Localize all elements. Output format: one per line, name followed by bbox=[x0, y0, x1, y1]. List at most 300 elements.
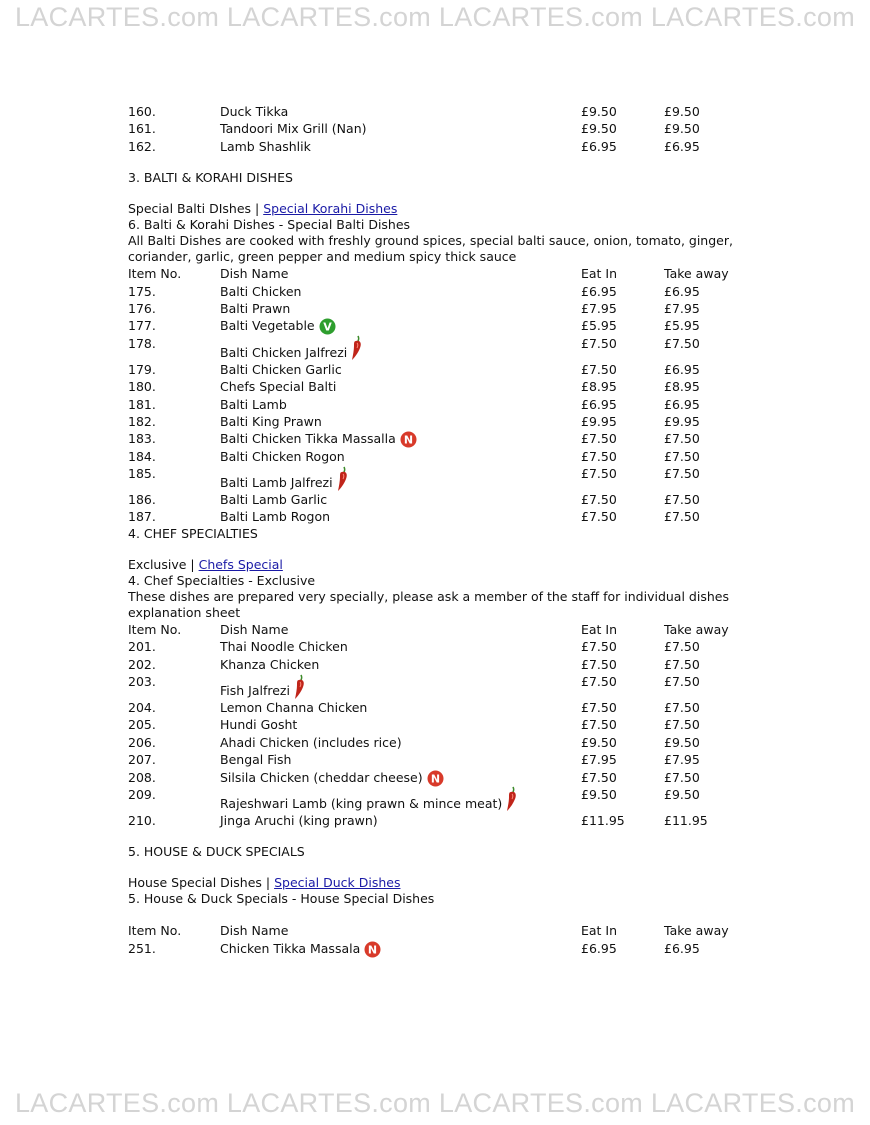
menu-item-row bbox=[128, 786, 738, 812]
take-away-price bbox=[664, 673, 700, 690]
dish-name bbox=[220, 413, 322, 430]
dish-name bbox=[220, 638, 348, 655]
take-away-price bbox=[664, 317, 700, 334]
top-items-list bbox=[128, 103, 738, 155]
dish-name-text: Khanza Chicken bbox=[220, 656, 320, 672]
take-away-price bbox=[664, 300, 700, 317]
take-away-price-text: £7.50 bbox=[664, 466, 700, 482]
item-number-text: 209. bbox=[128, 786, 156, 802]
eat-in-price-text: £7.50 bbox=[581, 335, 617, 351]
item-number-text: 206. bbox=[128, 734, 156, 750]
take-away-price-text: £9.50 bbox=[664, 734, 700, 750]
take-away-price bbox=[664, 786, 700, 803]
take-away-price-text: £7.50 bbox=[664, 769, 700, 785]
eat-in-price-text: £7.50 bbox=[581, 448, 617, 464]
eat-in-price bbox=[581, 378, 617, 395]
chili-icon bbox=[337, 476, 349, 492]
eat-in-price bbox=[581, 812, 625, 829]
item-number bbox=[128, 103, 156, 120]
balti-description: All Balti Dishes are cooked with freshly ground spices, special balti sauce, onion, tomato, ginger, coriander, garlic, green pepper and medium spicy thick sauce bbox=[128, 233, 733, 265]
dish-name-text: Lamb Shashlik bbox=[220, 138, 311, 154]
eat-in-price bbox=[581, 300, 617, 317]
item-number bbox=[128, 430, 156, 447]
house-subheading: 5. House & Duck Specials - House Special Dishes bbox=[128, 891, 435, 907]
eat-in-price-text: £7.50 bbox=[581, 639, 617, 655]
take-away-price-text: £7.50 bbox=[664, 492, 700, 508]
take-away-price-text: £9.50 bbox=[664, 786, 700, 802]
chili-icon-graphic bbox=[506, 786, 518, 812]
item-number bbox=[128, 361, 156, 378]
take-away-price-text: £7.50 bbox=[664, 431, 700, 447]
menu-item-row bbox=[128, 751, 738, 768]
special-duck-dishes-link[interactable]: Special Duck Dishes bbox=[274, 875, 401, 891]
eat-in-price bbox=[581, 508, 617, 525]
dish-name-text: Balti Lamb Rogon bbox=[220, 509, 331, 525]
item-number bbox=[128, 317, 156, 334]
chili-icon bbox=[351, 345, 363, 361]
dish-name-text: Balti Chicken Tikka Massalla bbox=[220, 431, 396, 447]
dish-name bbox=[220, 656, 319, 673]
item-number bbox=[128, 734, 156, 751]
menu-item-row bbox=[128, 734, 738, 751]
take-away-price-text: £7.50 bbox=[664, 674, 700, 690]
item-number bbox=[128, 378, 156, 395]
dish-name bbox=[220, 283, 301, 300]
dish-name bbox=[220, 396, 287, 413]
dish-name bbox=[220, 699, 367, 716]
item-number-text: 178. bbox=[128, 335, 156, 351]
take-away-price-text: £7.50 bbox=[664, 509, 700, 525]
dish-name bbox=[220, 474, 349, 492]
section-heading-balti: 3. BALTI & KORAHI DISHES bbox=[128, 170, 293, 186]
dish-name-text: Duck Tikka bbox=[220, 104, 289, 119]
col-dish-name: Dish Name bbox=[220, 923, 289, 939]
take-away-price-text: £7.95 bbox=[664, 300, 700, 316]
dish-name-text: Thai Noodle Chicken bbox=[220, 639, 348, 655]
chef-description: These dishes are prepared very specially, please ask a member of the staff for individual dishes explanation sheet bbox=[128, 588, 729, 620]
dish-name-text: Chefs Special Balti bbox=[220, 379, 337, 395]
dish-name bbox=[220, 344, 363, 362]
item-number bbox=[128, 283, 156, 300]
item-number-text: 251. bbox=[128, 940, 156, 956]
item-number-text: 177. bbox=[128, 318, 156, 334]
menu-page bbox=[128, 103, 738, 957]
item-number bbox=[128, 413, 156, 430]
take-away-price bbox=[664, 491, 700, 508]
item-number bbox=[128, 699, 156, 716]
eat-in-price-text: £7.50 bbox=[581, 717, 617, 733]
eat-in-price bbox=[581, 335, 617, 352]
menu-item-row bbox=[128, 103, 738, 120]
item-number-text: 181. bbox=[128, 396, 156, 412]
nuts-icon-graphic bbox=[427, 770, 444, 787]
item-number-text: 186. bbox=[128, 492, 156, 508]
take-away-price-text: £6.95 bbox=[664, 138, 700, 154]
chef-items-list bbox=[128, 638, 738, 829]
eat-in-price bbox=[581, 103, 617, 120]
chefs-special-link[interactable]: Chefs Special bbox=[198, 556, 283, 572]
take-away-price-text: £7.50 bbox=[664, 448, 700, 464]
menu-item-row bbox=[128, 716, 738, 733]
dish-name-text: Silsila Chicken (cheddar cheese) bbox=[220, 769, 423, 785]
house-nav-current: House Special Dishes bbox=[128, 875, 262, 891]
item-number bbox=[128, 335, 156, 352]
eat-in-price-text: £7.50 bbox=[581, 466, 617, 482]
eat-in-price bbox=[581, 786, 617, 803]
chef-nav-current: Exclusive bbox=[128, 556, 187, 572]
menu-item-row bbox=[128, 413, 738, 430]
item-number-text: 201. bbox=[128, 639, 156, 655]
eat-in-price-text: £9.50 bbox=[581, 121, 617, 137]
house-nav bbox=[128, 875, 738, 891]
dish-name bbox=[220, 508, 330, 525]
col-take-away: Take away bbox=[664, 923, 729, 939]
dish-name-text: Balti Chicken Garlic bbox=[220, 361, 342, 377]
eat-in-price-text: £6.95 bbox=[581, 283, 617, 299]
take-away-price-text: £7.95 bbox=[664, 752, 700, 768]
take-away-price-text: £6.95 bbox=[664, 396, 700, 412]
take-away-price-text: £7.50 bbox=[664, 717, 700, 733]
item-number bbox=[128, 138, 156, 155]
dish-name-text: Fish Jalfrezi bbox=[220, 683, 290, 699]
dish-name-text: Balti Chicken Jalfrezi bbox=[220, 344, 348, 360]
dish-name bbox=[220, 120, 367, 137]
dish-name-text: Balti Prawn bbox=[220, 300, 291, 316]
item-number-text: 161. bbox=[128, 121, 156, 137]
item-number-text: 185. bbox=[128, 466, 156, 482]
menu-item-row bbox=[128, 491, 738, 508]
col-take-away: Take away bbox=[664, 266, 729, 282]
house-nav-separator: | bbox=[261, 875, 275, 891]
item-number bbox=[128, 940, 156, 957]
menu-item-row bbox=[128, 940, 738, 957]
watermark-top: LACARTES.com LACARTES.com LACARTES.com LACARTES.com bbox=[14, 2, 856, 32]
take-away-price bbox=[664, 103, 700, 120]
col-eat-in: Eat In bbox=[581, 621, 618, 637]
nuts-icon-graphic bbox=[364, 941, 381, 958]
vegetarian-icon-badge-letter: V bbox=[322, 320, 332, 334]
dish-name bbox=[220, 448, 345, 465]
take-away-price-text: £5.95 bbox=[664, 318, 700, 334]
chili-icon-graphic bbox=[294, 674, 306, 700]
dish-name bbox=[220, 716, 297, 733]
eat-in-price-text: £7.50 bbox=[581, 492, 617, 508]
eat-in-price-text: £6.95 bbox=[581, 940, 617, 956]
take-away-price bbox=[664, 361, 700, 378]
eat-in-price-text: £6.95 bbox=[581, 138, 617, 154]
item-number-text: 208. bbox=[128, 769, 156, 785]
dish-name bbox=[220, 361, 342, 378]
item-number bbox=[128, 508, 156, 525]
take-away-price-text: £6.95 bbox=[664, 361, 700, 377]
chef-subheading: 4. Chef Specialties - Exclusive bbox=[128, 572, 316, 588]
col-item-no: Item No. bbox=[128, 923, 182, 939]
take-away-price bbox=[664, 699, 700, 716]
take-away-price bbox=[664, 283, 700, 300]
dish-name-text: Balti Chicken bbox=[220, 283, 302, 299]
house-column-headers bbox=[128, 922, 738, 939]
menu-item-row bbox=[128, 138, 738, 155]
eat-in-price bbox=[581, 940, 617, 957]
dish-name-text: Jinga Aruchi (king prawn) bbox=[220, 812, 378, 828]
eat-in-price bbox=[581, 656, 617, 673]
take-away-price bbox=[664, 751, 700, 768]
take-away-price bbox=[664, 138, 700, 155]
take-away-price bbox=[664, 378, 700, 395]
eat-in-price-text: £9.50 bbox=[581, 104, 617, 119]
dish-name bbox=[220, 769, 444, 787]
take-away-price bbox=[664, 430, 700, 447]
menu-item-row bbox=[128, 361, 738, 378]
menu-item-row bbox=[128, 699, 738, 716]
menu-item-row bbox=[128, 465, 738, 491]
menu-item-row bbox=[128, 448, 738, 465]
eat-in-price bbox=[581, 317, 617, 334]
col-eat-in: Eat In bbox=[581, 923, 618, 939]
take-away-price-text: £8.95 bbox=[664, 379, 700, 395]
take-away-price bbox=[664, 465, 700, 482]
eat-in-price bbox=[581, 491, 617, 508]
menu-item-row bbox=[128, 120, 738, 137]
item-number-text: 207. bbox=[128, 752, 156, 768]
menu-item-row bbox=[128, 656, 738, 673]
item-number bbox=[128, 300, 156, 317]
eat-in-price-text: £7.50 bbox=[581, 769, 617, 785]
dish-name bbox=[220, 300, 290, 317]
nuts-icon bbox=[364, 941, 381, 958]
take-away-price bbox=[664, 508, 700, 525]
eat-in-price bbox=[581, 673, 617, 690]
balti-column-headers bbox=[128, 265, 738, 282]
item-number-text: 204. bbox=[128, 700, 156, 716]
menu-item-row bbox=[128, 638, 738, 655]
item-number bbox=[128, 673, 156, 690]
chef-column-headers bbox=[128, 621, 738, 638]
menu-item-row bbox=[128, 300, 738, 317]
take-away-price-text: £7.50 bbox=[664, 639, 700, 655]
section-heading-house: 5. HOUSE & DUCK SPECIALS bbox=[128, 844, 305, 860]
dish-name-text: Balti Lamb bbox=[220, 396, 287, 412]
item-number-text: 202. bbox=[128, 656, 156, 672]
dish-name bbox=[220, 317, 336, 335]
item-number bbox=[128, 120, 156, 137]
take-away-price bbox=[664, 734, 700, 751]
eat-in-price bbox=[581, 138, 617, 155]
col-eat-in: Eat In bbox=[581, 266, 618, 282]
item-number-text: 187. bbox=[128, 509, 156, 525]
item-number-text: 176. bbox=[128, 300, 156, 316]
dish-name-text: Balti King Prawn bbox=[220, 413, 322, 429]
dish-name bbox=[220, 751, 291, 768]
eat-in-price bbox=[581, 413, 617, 430]
nuts-icon-badge-letter: N bbox=[368, 943, 378, 957]
eat-in-price bbox=[581, 751, 617, 768]
dish-name bbox=[220, 795, 518, 813]
item-number-text: 203. bbox=[128, 674, 156, 690]
vegetarian-icon bbox=[319, 318, 336, 335]
take-away-price-text: £9.50 bbox=[664, 121, 700, 137]
eat-in-price bbox=[581, 430, 617, 447]
take-away-price bbox=[664, 769, 700, 786]
take-away-price bbox=[664, 448, 700, 465]
chili-icon-graphic bbox=[351, 335, 363, 361]
item-number-text: 182. bbox=[128, 413, 156, 429]
nuts-icon bbox=[400, 431, 417, 448]
menu-item-row bbox=[128, 335, 738, 361]
eat-in-price-text: £11.95 bbox=[581, 812, 625, 828]
item-number-text: 183. bbox=[128, 431, 156, 447]
menu-item-row bbox=[128, 317, 738, 334]
take-away-price bbox=[664, 940, 700, 957]
chili-icon-graphic bbox=[337, 466, 349, 492]
menu-item-row bbox=[128, 396, 738, 413]
take-away-price-text: £7.50 bbox=[664, 656, 700, 672]
chili-icon bbox=[294, 684, 306, 700]
take-away-price bbox=[664, 413, 700, 430]
eat-in-price-text: £7.50 bbox=[581, 431, 617, 447]
item-number bbox=[128, 769, 156, 786]
dish-name-text: Hundi Gosht bbox=[220, 717, 298, 733]
nuts-icon bbox=[427, 770, 444, 787]
eat-in-price-text: £5.95 bbox=[581, 318, 617, 334]
nuts-icon-badge-letter: N bbox=[403, 433, 413, 447]
menu-item-row bbox=[128, 378, 738, 395]
take-away-price bbox=[664, 638, 700, 655]
eat-in-price-text: £7.95 bbox=[581, 752, 617, 768]
eat-in-price-text: £7.50 bbox=[581, 700, 617, 716]
eat-in-price bbox=[581, 465, 617, 482]
item-number bbox=[128, 786, 156, 803]
eat-in-price-text: £9.50 bbox=[581, 734, 617, 750]
dish-name bbox=[220, 812, 378, 829]
eat-in-price-text: £7.50 bbox=[581, 361, 617, 377]
col-item-no: Item No. bbox=[128, 621, 182, 637]
dish-name-text: Tandoori Mix Grill (Nan) bbox=[220, 121, 367, 137]
take-away-price-text: £9.50 bbox=[664, 104, 700, 119]
dish-name bbox=[220, 491, 327, 508]
menu-item-row bbox=[128, 508, 738, 525]
dish-name bbox=[220, 138, 311, 155]
nuts-icon-graphic bbox=[400, 431, 417, 448]
eat-in-price-text: £7.50 bbox=[581, 674, 617, 690]
eat-in-price bbox=[581, 283, 617, 300]
menu-item-row bbox=[128, 283, 738, 300]
item-number bbox=[128, 448, 156, 465]
dish-name bbox=[220, 103, 288, 120]
eat-in-price-text: £7.50 bbox=[581, 509, 617, 525]
take-away-price bbox=[664, 716, 700, 733]
item-number bbox=[128, 656, 156, 673]
eat-in-price bbox=[581, 769, 617, 786]
eat-in-price bbox=[581, 120, 617, 137]
item-number-text: 175. bbox=[128, 283, 156, 299]
dish-name-text: Balti Vegetable bbox=[220, 318, 315, 334]
take-away-price bbox=[664, 120, 700, 137]
eat-in-price-text: £9.50 bbox=[581, 786, 617, 802]
dish-name bbox=[220, 734, 402, 751]
menu-item-row bbox=[128, 673, 738, 699]
eat-in-price bbox=[581, 734, 617, 751]
item-number bbox=[128, 751, 156, 768]
dish-name-text: Ahadi Chicken (includes rice) bbox=[220, 734, 402, 750]
col-dish-name: Dish Name bbox=[220, 266, 289, 282]
col-take-away: Take away bbox=[664, 621, 729, 637]
take-away-price bbox=[664, 812, 708, 829]
chef-nav bbox=[128, 557, 738, 573]
take-away-price bbox=[664, 396, 700, 413]
eat-in-price bbox=[581, 396, 617, 413]
item-number-text: 162. bbox=[128, 138, 156, 154]
eat-in-price bbox=[581, 716, 617, 733]
dish-name-text: Rajeshwari Lamb (king prawn & mince meat) bbox=[220, 795, 503, 811]
take-away-price-text: £9.95 bbox=[664, 413, 700, 429]
take-away-price-text: £6.95 bbox=[664, 940, 700, 956]
item-number bbox=[128, 716, 156, 733]
eat-in-price-text: £7.95 bbox=[581, 300, 617, 316]
col-item-no: Item No. bbox=[128, 266, 182, 282]
menu-item-row bbox=[128, 430, 738, 447]
dish-name bbox=[220, 430, 417, 448]
item-number bbox=[128, 491, 156, 508]
dish-name-text: Lemon Channa Chicken bbox=[220, 700, 368, 716]
take-away-price bbox=[664, 335, 700, 352]
eat-in-price bbox=[581, 448, 617, 465]
watermark-bottom: LACARTES.com LACARTES.com LACARTES.com LACARTES.com bbox=[14, 1088, 856, 1118]
item-number-text: 179. bbox=[128, 361, 156, 377]
item-number bbox=[128, 465, 156, 482]
balti-nav bbox=[128, 201, 738, 217]
section-heading-chef: 4. CHEF SPECIALTIES bbox=[128, 525, 258, 541]
item-number bbox=[128, 638, 156, 655]
house-items-list bbox=[128, 940, 738, 957]
eat-in-price bbox=[581, 638, 617, 655]
item-number-text: 180. bbox=[128, 379, 156, 395]
balti-nav-current: Special Balti DIshes bbox=[128, 201, 252, 217]
dish-name bbox=[220, 378, 336, 395]
item-number-text: 210. bbox=[128, 812, 156, 828]
take-away-price-text: £7.50 bbox=[664, 335, 700, 351]
balti-items-list bbox=[128, 283, 738, 526]
nuts-icon-badge-letter: N bbox=[430, 772, 440, 786]
dish-name-text: Balti Chicken Rogon bbox=[220, 448, 345, 464]
menu-item-row bbox=[128, 769, 738, 786]
item-number-text: 160. bbox=[128, 104, 156, 119]
take-away-price-text: £11.95 bbox=[664, 812, 708, 828]
item-number bbox=[128, 812, 156, 829]
dish-name bbox=[220, 940, 381, 958]
item-number-text: 205. bbox=[128, 717, 156, 733]
vegetarian-icon-graphic bbox=[319, 318, 336, 335]
dish-name-text: Balti Lamb Garlic bbox=[220, 492, 328, 508]
eat-in-price bbox=[581, 361, 617, 378]
col-dish-name: Dish Name bbox=[220, 621, 289, 637]
dish-name-text: Bengal Fish bbox=[220, 752, 292, 768]
eat-in-price-text: £8.95 bbox=[581, 379, 617, 395]
dish-name-text: Chicken Tikka Massala bbox=[220, 940, 361, 956]
eat-in-price-text: £7.50 bbox=[581, 656, 617, 672]
item-number bbox=[128, 396, 156, 413]
chef-nav-separator: | bbox=[186, 556, 199, 572]
menu-item-row bbox=[128, 812, 738, 829]
special-korahi-dishes-link[interactable]: Special Korahi Dishes bbox=[263, 201, 398, 217]
eat-in-price bbox=[581, 699, 617, 716]
take-away-price-text: £6.95 bbox=[664, 283, 700, 299]
eat-in-price-text: £6.95 bbox=[581, 396, 617, 412]
dish-name bbox=[220, 682, 306, 700]
chili-icon bbox=[506, 796, 518, 812]
item-number-text: 184. bbox=[128, 448, 156, 464]
eat-in-price-text: £9.95 bbox=[581, 413, 617, 429]
